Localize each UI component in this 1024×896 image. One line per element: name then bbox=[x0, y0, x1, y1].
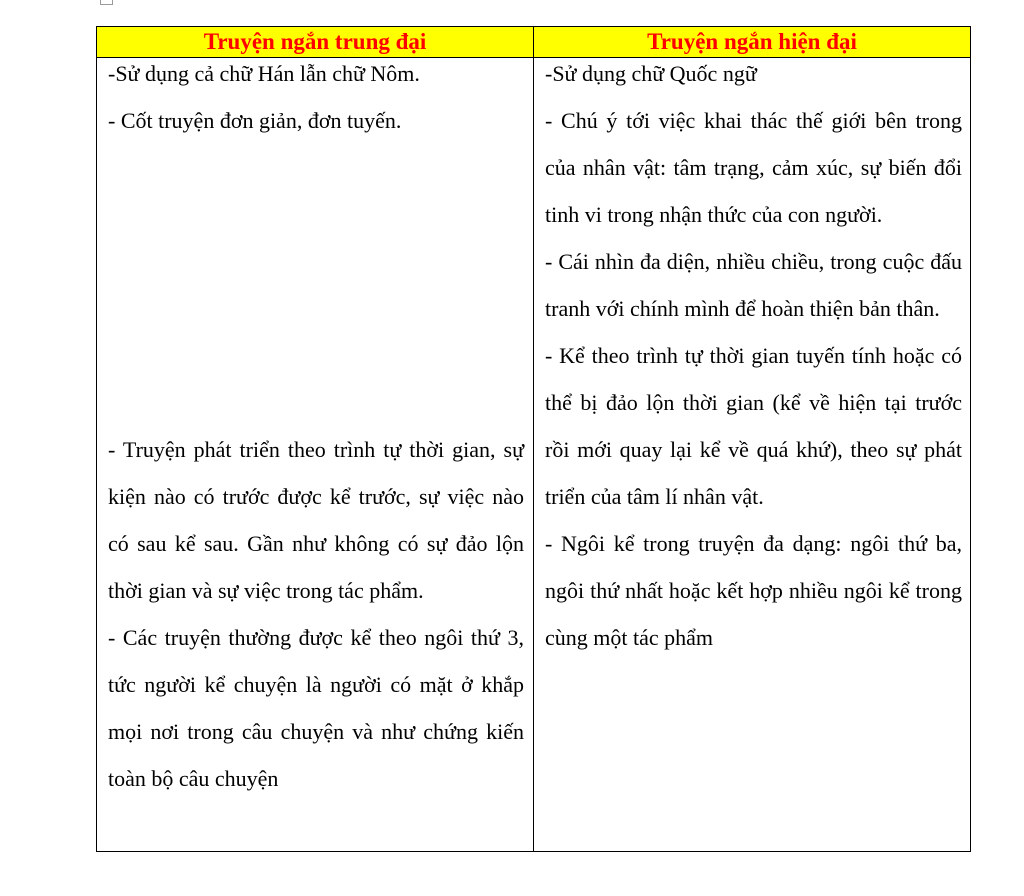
content-row bbox=[97, 58, 971, 852]
modern-point-script: -Sử dụng chữ Quốc ngữ bbox=[545, 61, 757, 86]
header-medieval-short-story: Truyện ngắn trung đại bbox=[97, 27, 534, 58]
modern-point-timeline: - Kể theo trình tự thời gian tuyến tính hoặc có thể bị đảo lộn thời gian (kể về hiện tại trước rồi mới quay lại kể về quá khứ), theo sự phát triển của tâm lí nhân vật. bbox=[545, 343, 962, 509]
medieval-point-script: -Sử dụng cả chữ Hán lẫn chữ Nôm. bbox=[108, 61, 420, 86]
comparison-table bbox=[96, 26, 971, 852]
modern-column-cell bbox=[534, 58, 971, 852]
modern-point-narrator: - Ngôi kể trong truyện đa dạng: ngôi thứ ba, ngôi thứ nhất hoặc kết hợp nhiều ngôi kể trong cùng một tác phẩm bbox=[545, 531, 962, 650]
text-boundary-mark bbox=[100, 0, 113, 5]
empty-space bbox=[108, 144, 524, 426]
medieval-column-cell bbox=[97, 58, 534, 852]
header-modern-short-story: Truyện ngắn hiện đại bbox=[534, 27, 971, 58]
medieval-point-narrator: - Các truyện thường được kể theo ngôi thứ 3, tức người kể chuyện là người có mặt ở khắp mọi nơi trong câu chuyện và như chứng kiến toàn bộ câu chuyện bbox=[108, 625, 524, 791]
modern-point-perspective: - Cái nhìn đa diện, nhiều chiều, trong cuộc đấu tranh với chính mình để hoàn thiện bản thân. bbox=[545, 249, 962, 321]
medieval-point-timeline: - Truyện phát triển theo trình tự thời gian, sự kiện nào có trước được kể trước, sự việc nào có sau kể sau. Gần như không có sự đảo lộn thời gian và sự việc trong tác phẩm. bbox=[108, 437, 524, 603]
modern-point-inner-world: - Chú ý tới việc khai thác thế giới bên trong của nhân vật: tâm trạng, cảm xúc, sự biến đổi tinh vi trong nhận thức của con người. bbox=[545, 108, 962, 227]
medieval-point-plot: - Cốt truyện đơn giản, đơn tuyến. bbox=[108, 108, 402, 133]
